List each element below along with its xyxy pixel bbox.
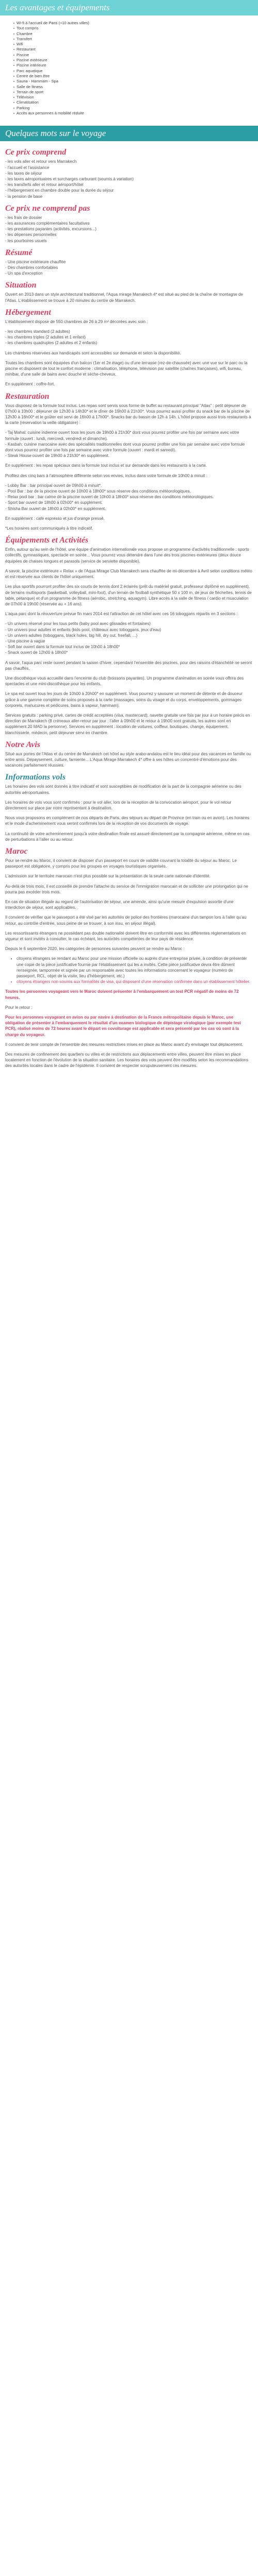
paragraph: Pour le retour : xyxy=(5,1005,33,1010)
line-list xyxy=(5,430,253,459)
line-list xyxy=(5,329,253,346)
list-line: - Relax pool bar : bar calme de la piscine ouvert de 10h00 à 18h00* sous réserve des conditions météorologiques. xyxy=(5,495,214,500)
line-list xyxy=(5,259,253,277)
amenity-item: Piscine intérieure xyxy=(13,63,258,68)
amenity-item: Accès aux personnes à mobilité réduite xyxy=(13,111,258,116)
list-line: - les transferts aller et retour aéroport/hôtel xyxy=(5,182,84,188)
list-line: - Lobby Bar : bar principal ouvert de 09h00 à minuit*. xyxy=(5,483,102,488)
paragraph: Le spa est ouvert tous les jours de 10h00 à 20h00* en supplément. Vous pourrez y savourer un moment de détente et de douceur grâce à une gamme complète de soins proposés à la carte (massages, soins du visage et du corps, enveloppements, gommages corporels, manucures et pédicures, bains à vapeur, hammam). xyxy=(5,691,243,708)
list-line: - Shisha Bar ouvert de 18h00 à 02h00* en supplément. xyxy=(5,506,106,511)
paragraph: Au-delà de trois mois, il est conseillé de prendre l'attache du service de l'immigration marocain et de solliciter une prolongation qui ne pourra pas excéder trois mois. xyxy=(5,884,248,894)
section-title: Ce prix comprend xyxy=(5,148,67,157)
list-line: - les pourboires usuels xyxy=(5,238,47,243)
amenity-item: Piscine extérieure xyxy=(13,58,258,63)
paragraph: La continuité de votre acheminement jusqu'à votre destination finale est assuré directement par la compagnie aérienne, même en cas de perturbations à l'aller ou au retour. xyxy=(5,831,250,842)
paragraph: Les horaires des vols sont donnés à titre indicatif et sont susceptibles de modification de la part de la compagnie aérienne ou des autorités aéroportuaires. xyxy=(5,784,241,795)
list-line: - Soft bar ouvert dans la formule tout inclus de 10h00 à 18h00* xyxy=(5,645,120,650)
paragraph: L'aqua parc dont la réouverture prévue fin mars 2014 est l'attraction de cet hôtel avec ces 16 toboggans répartis en 3 sections : xyxy=(5,612,238,617)
list-line: - les prestations payantes (activités, excursions...) xyxy=(5,227,96,232)
amenities-list xyxy=(0,15,258,122)
section-title: Ce prix ne comprend pas xyxy=(5,204,90,213)
paragraph: Les plus sportifs pourront profiter des six courts de tennis dont 2 éclairés (prêt du matériel gratuit, professeur diplômé en supplément), de terrains multisports (basketball, volleyball, mini-foot), d'un terrain de football synthétique 50 x 100 m, de jeux de fléchettes, tennis de table, pétanque) et d'un programme de fitness (aérobic, stretching, aquagym). Libre accès à la salle de fitness / cardio et musculation de 07h00 à 19h00 (réservée au + 16 ans). xyxy=(5,584,252,606)
paragraph: Situé aux portes de l'Atlas et du centre de Marrakech cet hôtel au style arabo-andalou est le lieu idéal pour des vacances en famille ou entre amis. Dépaysement, culture, farniente... L'Aqua Mirage Marrakech 4* offre à ses hôtes un concentré d'émotions pour des vacances parfaitement réussies. xyxy=(5,751,251,768)
paragraph: L'admission sur le territoire marocain n'est plus possible sur la présentation de la seule carte nationale d'identité. xyxy=(5,874,211,879)
trip-info-content xyxy=(0,141,258,1069)
section-title: Résumé xyxy=(5,248,33,257)
list-line: - Snack ouvert de 12h00 à 18h00* xyxy=(5,650,68,655)
bullet-list xyxy=(5,956,253,985)
amenity-item: Télévision xyxy=(13,95,258,100)
amenity-item: Parking xyxy=(13,106,258,111)
paragraph: En supplément : café espresso et jus d'orange pressé. xyxy=(5,516,105,521)
list-line: - Taj Mahal: cuisine indienne ouvert tous les jours de 19h00 à 21h30* dont vous pourrez profiter une fois par semaine avec votre formule (ouvert : lundi, mercredi, vendredi et dimanche). xyxy=(5,430,239,441)
paragraph: Les horaires de vols vous sont confirmés : pour le vol aller, lors de la réception de la convocation aéroport, pour le vol retour directement sur place par notre représentant à destination. xyxy=(5,800,232,810)
list-line: - l'accueil et l'assistance xyxy=(5,165,50,170)
line-list xyxy=(5,159,253,199)
list-line: - les taxes aéroportuaires et surcharges carburant (soumis à variation) xyxy=(5,176,134,181)
amenities-header: Les avantages et équipements xyxy=(0,0,258,15)
section-title: Hébergement xyxy=(5,308,51,317)
list-line: - Steak House ouvert de 19h00 à 21h30* en supplément. xyxy=(5,453,109,459)
list-line: - Un univers pour adultes et enfants (kids pool, châteaux avec toboggans, jeux d'eau) xyxy=(5,627,162,632)
amenity-item: Chambre xyxy=(13,31,258,37)
list-line: - Des chambres confortables xyxy=(5,265,58,270)
list-line: - les chambres standard (2 adultes) xyxy=(5,329,70,334)
paragraph: Depuis le 6 septembre 2020, les catégories de personnes suivantes peuvent se rendre au Maroc : xyxy=(5,946,185,952)
amenity-item: Transfert xyxy=(13,37,258,42)
amenity-item: Terrain de sport xyxy=(13,90,258,95)
list-line: - les vols aller et retour vers Marrakech xyxy=(5,159,77,164)
line-list xyxy=(5,621,253,655)
section-title: Situation xyxy=(5,281,37,290)
section-title: Informations vols xyxy=(5,773,66,782)
amenity-item: Centre de bien être xyxy=(13,74,258,79)
amenity-item: Piscine xyxy=(13,53,258,58)
paragraph: Ouvert en 2013 dans un style architectural traditionnel, l'Aqua mirage Marrakech 4* est situé au pied de la chaîne de montagne de l'Atlas. L'établissement se trouve à 20 minutes du centre de Marrakech. xyxy=(5,292,243,303)
paragraph: Services gratuits : parking privé, cartes de crédit acceptées (visa, mastercard), navette gratuite une fois par jour à un horaire précis en direction de Marrakech (8 créneaux aller-retour par jour : l'aller à 09h00 et le retour à 19h00 sont gratuits, les autres sont en supplément 20 MAD la personne). Services en supplément : location de voitures, coiffeur, boutiques, change, équipement, blanchisserie, médecin, petit déjeuner servi en chambre. xyxy=(5,713,250,735)
amenity-item: Salle de fitness xyxy=(13,84,258,90)
list-line: - les frais de dossier xyxy=(5,215,42,220)
amenity-item: Wifi xyxy=(13,42,258,47)
paragraph: Enfin, autour qu'au sein de l'hôtel, une équipe d'animation internationale vous propose un programme d'activités traditionnelle : sports collectifs, gymnastiques, spectacle en soirée... Vous pourrez vous détendre dans l'une des trois piscines extérieures (deux douce équipées de chaises longues et parasols (service de serviette disponible). xyxy=(5,547,249,564)
paragraph: Les ressortissants étrangers ne possédant pas double nationalité doivent être en conformité avec les différentes réglementations en vigueur et sont invités à consulter, le cas échéant, les autorités compétentes de leur pays de résidence. xyxy=(5,930,246,942)
list-line: - les taxes de séjour xyxy=(5,171,42,176)
paragraph: Les chambres réservées aux handicapés sont accessibles sur demande et selon la disponibilité. xyxy=(5,350,181,355)
list-line: - Une piscine à vague xyxy=(5,638,45,643)
list-line: - les chambres quadruples (2 adultes et 2 enfants) xyxy=(5,341,98,346)
paragraph: Toutes les personnes voyageant vers le Maroc doivent présenter à l'embarquement un test PCR négatif de moins de 72 heures. xyxy=(5,989,239,1000)
bullet-item: • citoyens étrangers se rendant au Maroc pour une mission officielle ou auprès d'une entreprise privée, à condition de présenter une copie de la pièce justificative fournie par l'établissement qui les a invités. Cette pièce justificative devra être dûment renseignée, tamponnée et signée par un responsable avec toutes les informations concernant le voyageur (numéro de passeport, RCL, objet de la visite, lieu d'hébergement, etc.) xyxy=(17,956,253,979)
list-line: - les assurances complémentaires facultatives xyxy=(5,221,90,226)
list-line: - Kasbah: cuisine marocaine avec des spécialités traditionnelles dont vous pourrez profiter une fois par semaine avec votre formule dont vous pourrez profiter une fois par semaine avec votre formule (ouvert : mardi et samedi). xyxy=(5,442,245,453)
paragraph: Vous disposez de la formule tout inclus. Les repas sont servis sous forme de buffet au restaurant principal "Atlas" : petit déjeuner de 07h00 à 10h00 ; déjeuner de 12h30 à 14h30* et le dîner de 19h00 à 21h30*. Vous pourrez aussi profiter du snack bar de la piscine de 12h30 à 16h00* et le goûter est servi de 16h00 à 17h00*. Snacks bar du bassin de 12h à 14h. L'hôtel propose aussi trois restaurants à la carte (réservation la veille obligatoire) : xyxy=(5,403,251,426)
amenity-item: Climatisation xyxy=(13,100,258,105)
paragraph: A savoir, la piscine extérieure « Relax » de l'Aqua Mirage Club Marrakech sera chauffée de mi-décembre à Avril selon conditions météo et est réservée aux clients de l'hôtel uniquement. xyxy=(5,568,252,580)
paragraph: En cas de situation illégale au regard de l'autorisation de séjour, une amende, ainsi qu'une mesure d'expulsion assortie d'une interdiction de séjour, sont applicables. xyxy=(5,900,234,910)
paragraph: Pour se rendre au Maroc, il convient de disposer d'un passeport en cours de validité couvrant la totalité du séjour au Maroc. Le passeport est obligatoire, y compris pour les groupes en voyages touristiques organisés. xyxy=(5,858,237,869)
paragraph: En supplément : les repas spéciaux dans la formule tout inclus et sur demande dans les restaurants à la carte. xyxy=(5,463,207,468)
section-title: Notre Avis xyxy=(5,740,40,749)
section-title: Équipements et Activités xyxy=(5,536,89,545)
list-line: - Une piscine extérieure chauffée xyxy=(5,259,66,264)
paragraph: En supplément : coffre-fort. xyxy=(5,382,55,387)
amenity-item: Tout compris xyxy=(13,26,258,31)
paragraph: Toutes les chambres sont équipées d'un balcon (1er et 2e étage) ou d'une terrasse (rez-de-chaussée) avec une vue sur le parc ou la piscine et disposent de tout le confort moderne : climatisation, téléphone, télévision par satellite (chaînes françaises), wifi, bureau, minibar, d'une salle de bains avec douche et sèche-cheveux. xyxy=(5,360,248,377)
list-line: - les chambres triples (2 adultes et 1 enfant) xyxy=(5,335,86,340)
paragraph: Il convient de tenir compte de l'ensemble des mesures restrictives mises en place au Maroc avant d'y envisager tout déplacement. xyxy=(5,1042,244,1047)
list-line: - Un univers réservé pour les tous petits (baby pool avec glissades et fontaines) xyxy=(5,621,151,626)
amenity-item: Restaurant xyxy=(13,47,258,52)
line-list xyxy=(5,483,253,512)
paragraph: L'établissement dispose de 550 chambres de 26 à 29 m² décorées avec soin : xyxy=(5,319,148,324)
list-line: - Un spa d'exception xyxy=(5,271,43,276)
paragraph: *Les horaires sont communiqués à titre indicatif. xyxy=(5,526,93,531)
amenity-item: Wi-fi à l'accueil de Paris (+10 autres villes) xyxy=(13,21,258,26)
trip-info-header: Quelques mots sur le voyage xyxy=(0,126,258,141)
paragraph: Une discothèque vous accueille dans l'enceinte du club (boissons payantes). Un programme d'animation en soirée vous offrira des spectacles et une mini-discothèque pour les enfants. xyxy=(5,675,244,687)
paragraph: A savoir, l'aqua parc reste ouvert pendant la saison d'hiver, cependant l'ensemble des piscines, pour des raisons d'étanchéité ne seront pas chauffés. xyxy=(5,660,252,671)
paragraph: Profitez des cinq bars à l'atmosphère différente selon vos envies, inclus dans votre formule de 10h00 à minuit : xyxy=(5,473,207,478)
section-title: Maroc xyxy=(5,847,28,856)
amenity-item: Parc aquatique xyxy=(13,69,258,74)
paragraph: Il convient de vérifier que le passeport a été visé par les autorités de police des frontières (marocaine d'un tampon lors à l'aller qu'au retour, au contrôle d'entrée, sous peine de se trouver, à son insu, en séjour illégal). xyxy=(5,915,247,926)
list-line: - la pension de base xyxy=(5,194,43,199)
list-line: - Sport bar ouvert de 18h00 à 02h00* en supplément. xyxy=(5,500,103,505)
bullet-item: • citoyens étrangers non soumis aux formalités de visa, qui disposent d'une réservation confirmée dans un établissement hôtelier. xyxy=(17,979,253,985)
list-line: - Pool Bar : bar de la piscine ouvert de 10h00 à 18h00* sous réserve des conditions météorologiques. xyxy=(5,489,191,494)
paragraph: Des mesures de confinement des quartiers ou villes et de restrictions aux déplacements entre villes, peuvent être mises en place localement en fonction de l'évolution de la situation sanitaire. Les horaires des vols peuvent être modifiés selon les recommandations des autorités locales dans le cadre de l'épidémie. Il convient de respecter scrupuleusement ces mesures. xyxy=(5,1052,249,1069)
paragraph: Nous vous proposons en complément de nos départs de Paris, des séjours au départ de Province (en train ou en avion). Les horaires et le mode d'acheminement vous seront confirmés lors de la réception de vos documents de voyage. xyxy=(5,816,250,826)
list-line: - Un univers adultes (toboggans, black holes, big hill, dry out, freefall, ...) xyxy=(5,633,138,638)
line-list xyxy=(5,215,253,244)
amenity-item: Sauna - Hammam - Spa xyxy=(13,79,258,84)
list-line: - les dépenses personnelles xyxy=(5,232,57,238)
section-title: Restauration xyxy=(5,392,50,401)
list-line: - l'hébergement en chambre double pour la durée du séjour xyxy=(5,188,114,193)
paragraph: Pour les personnes voyageant en avion ou par navire à destination de la France métropolitaine depuis le Maroc, une obligation de présenter à l'embarquement le résultat d'un examen biologique de dépistage virologique (par exemple test PCR), réalisé moins de 72 heures avant le départ en covoiturage est applicable et sera présenté par les cas où sont à la charge du voyageur. xyxy=(5,1015,241,1037)
